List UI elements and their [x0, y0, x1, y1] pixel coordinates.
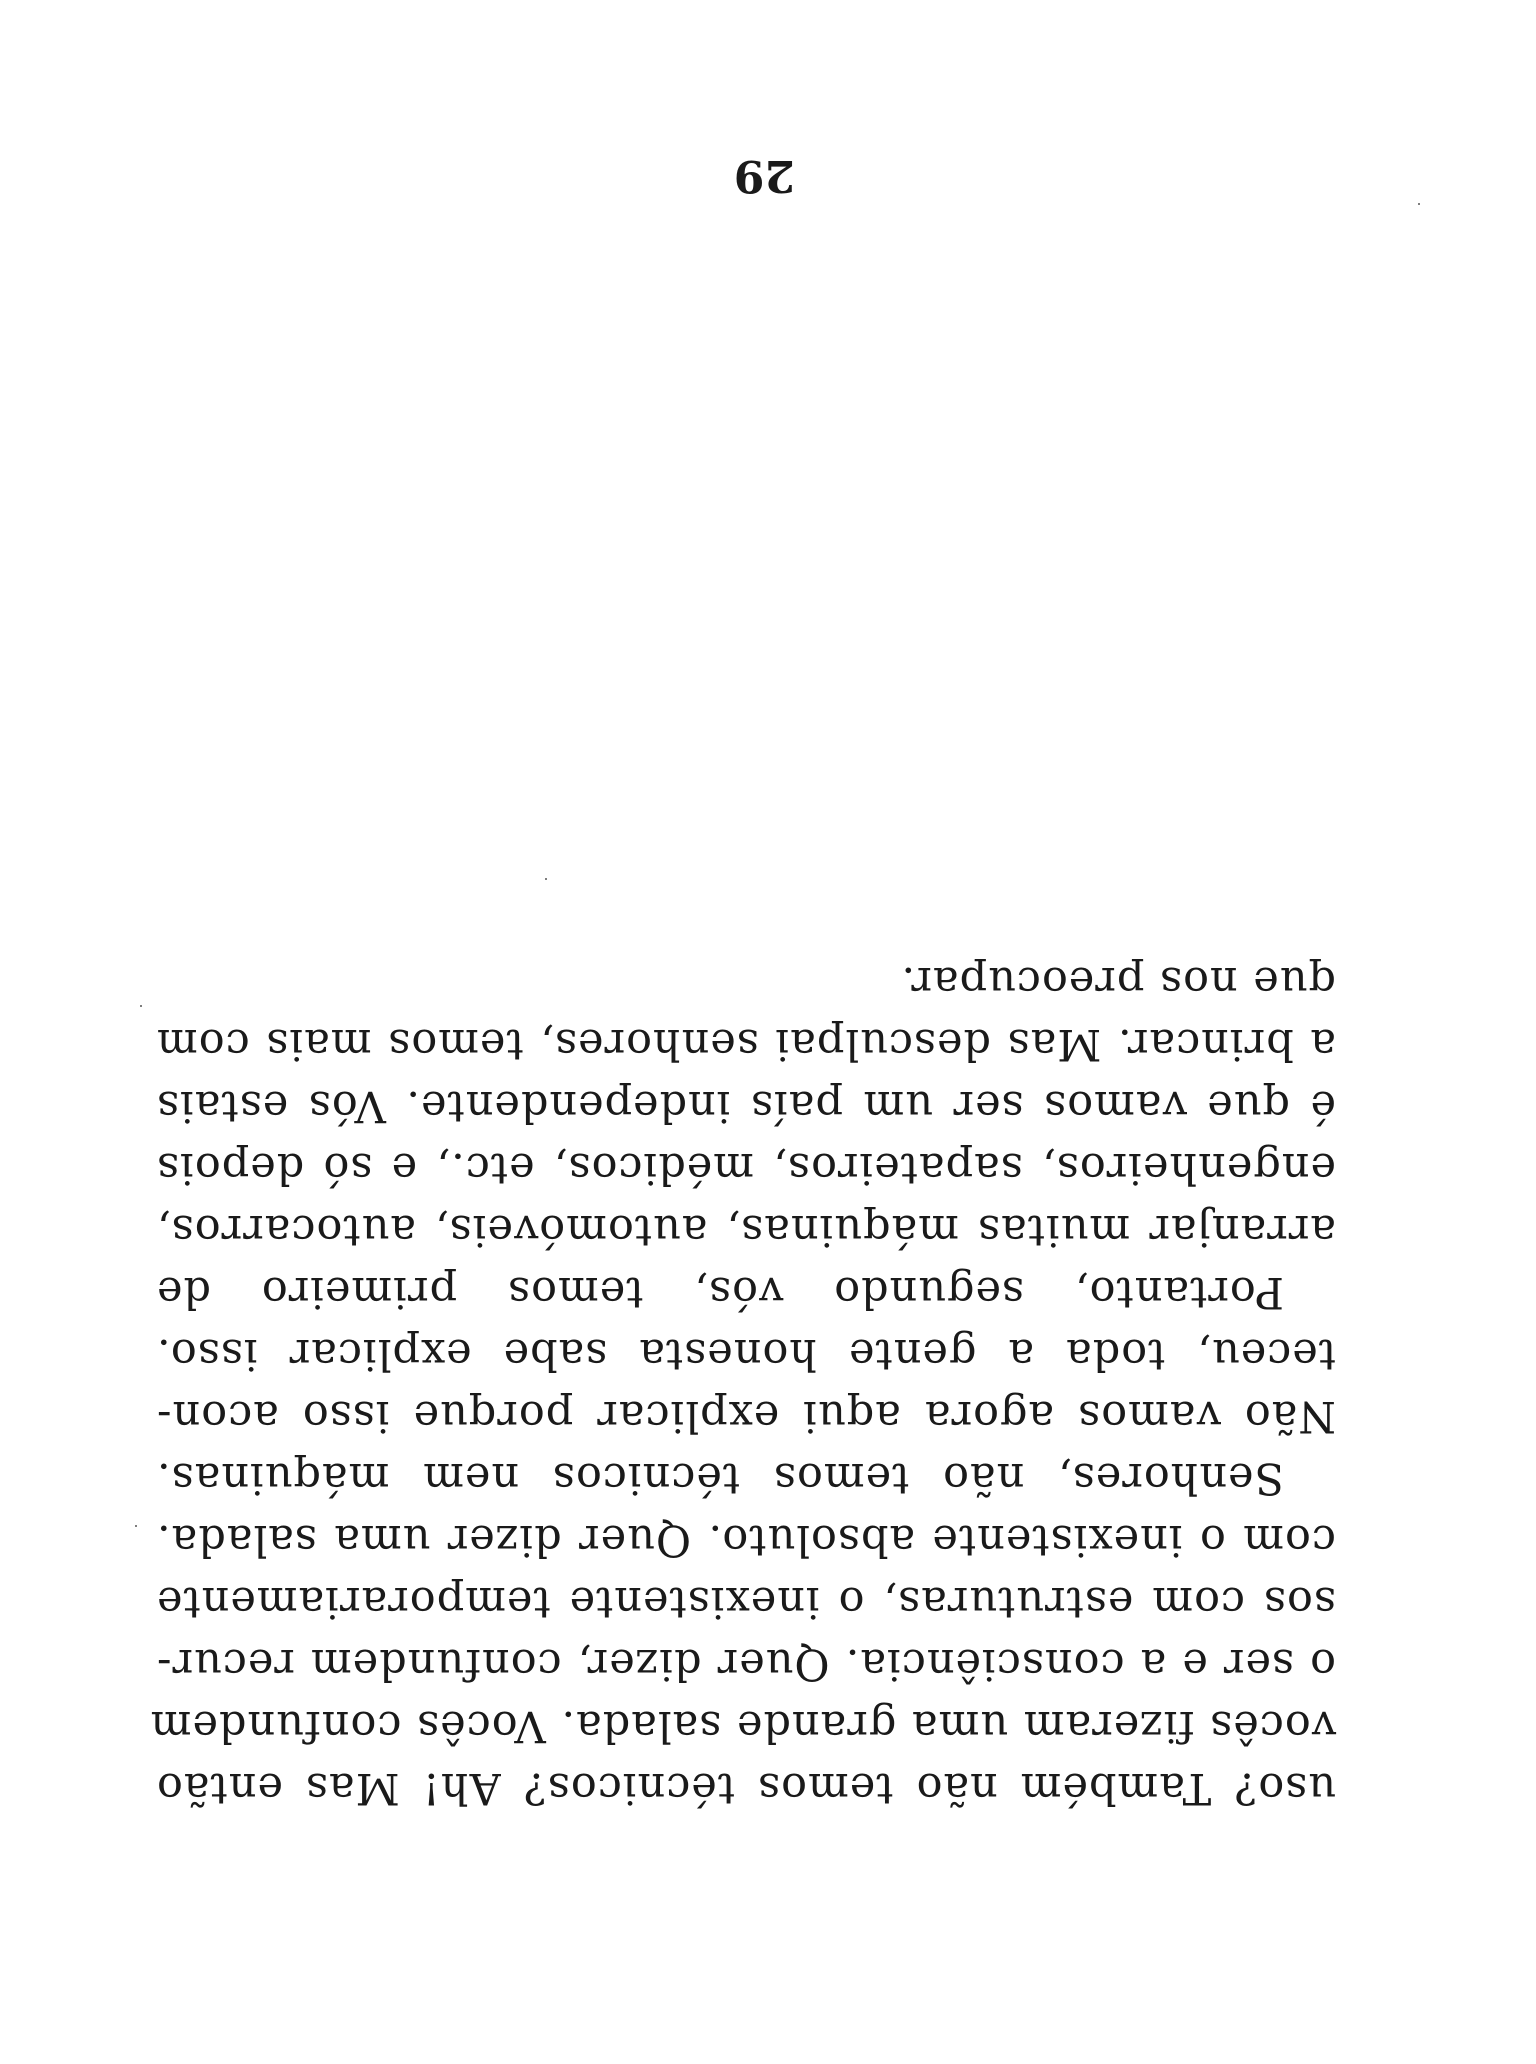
text-line: vocês fizeram uma grande salada. Vocês confundem: [149, 1701, 1336, 1751]
scan-speck: [140, 1005, 142, 1007]
scan-speck: [545, 878, 547, 880]
text-line: sos com estruturas, o inexistente temporariamente: [156, 1577, 1336, 1627]
page-number: 29: [733, 150, 795, 201]
text-line: Portanto, segundo vós, temos primeiro de: [156, 1267, 1284, 1317]
text-line: engenheiros, sapateiros, médicos, etc., e só depois: [156, 1143, 1336, 1193]
text-line: arranjar muitas máquinas, automóveis, autocarros,: [156, 1205, 1336, 1255]
text-line: é que vamos ser um país independente. Vós estais: [156, 1081, 1336, 1131]
text-line: uso? Também não temos técnicos? Ah! Mas então: [156, 1763, 1336, 1813]
text-line: que nos preocupar.: [900, 957, 1336, 1007]
text-line: Senhores, não temos técnicos nem máquinas.: [156, 1453, 1284, 1503]
text-line: teceu, toda a gente honesta sabe explicar isso.: [156, 1329, 1336, 1379]
body-text: [149, 951, 1336, 1819]
text-line: Não vamos agora aqui explicar porque isso acon-: [156, 1391, 1336, 1441]
text-line: com o inexistente absoluto. Quer dizer uma salada.: [156, 1515, 1336, 1565]
text-line: o ser e a consciência. Quer dizer, confundem recur-: [156, 1639, 1336, 1689]
scan-speck: [1418, 203, 1420, 205]
text-line: a brincar. Mas desculpai senhores, temos mais com: [156, 1019, 1336, 1069]
scan-speck: [135, 1525, 137, 1527]
